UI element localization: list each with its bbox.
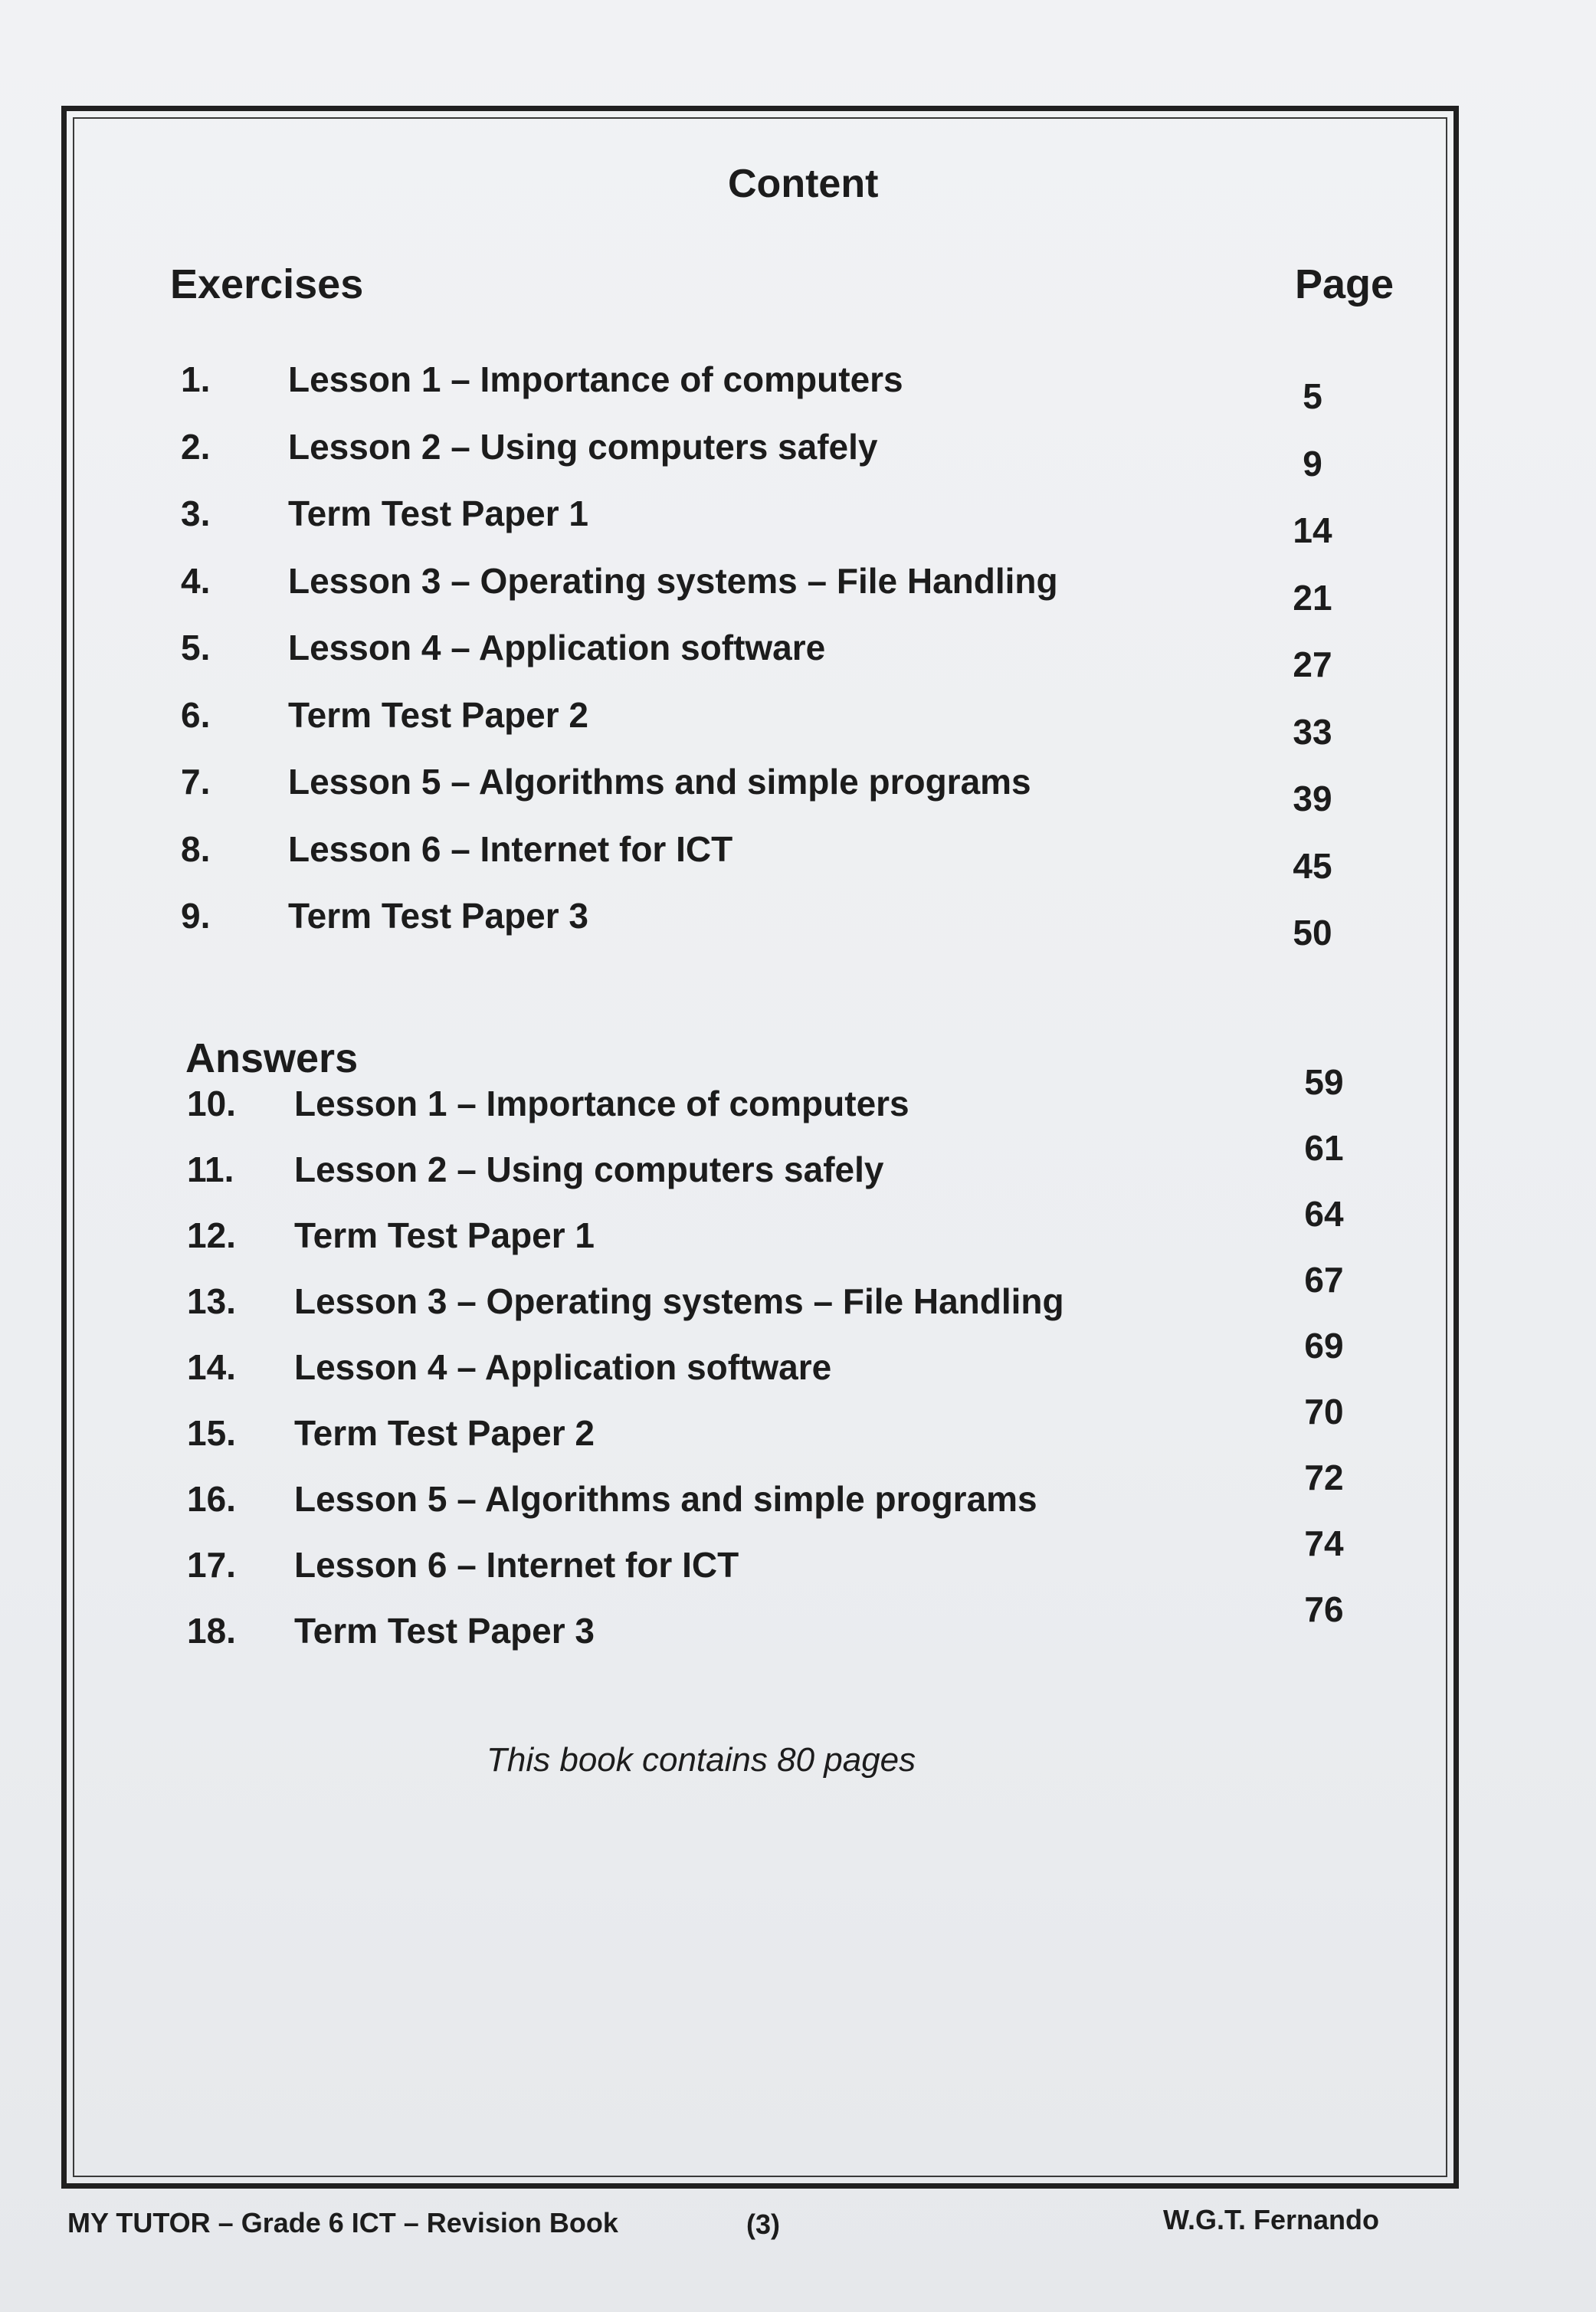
entry-number: 4. bbox=[181, 560, 211, 601]
entry-title: Lesson 5 – Algorithms and simple programs bbox=[294, 1479, 1037, 1519]
exercises-entry bbox=[0, 828, 1596, 886]
entry-number: 10. bbox=[187, 1084, 236, 1123]
entry-page-number: 74 bbox=[1304, 1523, 1344, 1563]
exercises-entry bbox=[0, 627, 1596, 684]
entry-title: Term Test Paper 1 bbox=[288, 494, 589, 533]
entry-number: 16. bbox=[187, 1479, 236, 1519]
entry-page-number: 64 bbox=[1304, 1194, 1344, 1234]
exercises-entry bbox=[0, 359, 1596, 416]
entry-page-number: 69 bbox=[1304, 1326, 1344, 1366]
entry-title: Term Test Paper 1 bbox=[294, 1215, 595, 1255]
entry-page-number: 14 bbox=[1293, 510, 1332, 550]
exercises-entry bbox=[0, 426, 1596, 484]
answers-entry bbox=[0, 1260, 1596, 1327]
entry-number: 12. bbox=[187, 1215, 236, 1255]
entry-title: Lesson 3 – Operating systems – File Handling bbox=[294, 1281, 1064, 1321]
entry-page-number: 50 bbox=[1293, 913, 1332, 953]
exercises-heading: Exercises bbox=[170, 261, 364, 307]
answers-entry bbox=[0, 1523, 1596, 1590]
footer-page-number: (3) bbox=[746, 2209, 780, 2240]
exercises-entry bbox=[0, 560, 1596, 618]
answers-entry bbox=[0, 1458, 1596, 1524]
entry-number: 7. bbox=[181, 762, 211, 802]
entry-title: Lesson 5 – Algorithms and simple programs bbox=[288, 762, 1031, 802]
entry-page-number: 72 bbox=[1304, 1458, 1344, 1497]
entry-number: 17. bbox=[187, 1545, 236, 1585]
entry-title: Lesson 4 – Application software bbox=[288, 628, 826, 667]
entry-title: Lesson 6 – Internet for ICT bbox=[288, 828, 733, 869]
exercises-entry bbox=[0, 895, 1596, 953]
answers-entry bbox=[0, 1194, 1596, 1261]
entry-number: 2. bbox=[181, 426, 211, 467]
entry-number: 5. bbox=[181, 628, 211, 667]
page-count-note: This book contains 80 pages bbox=[487, 1741, 916, 1779]
page-title: Content bbox=[728, 162, 879, 206]
entry-title: Term Test Paper 2 bbox=[294, 1413, 595, 1453]
content-border bbox=[61, 106, 1459, 2189]
entry-title: Term Test Paper 2 bbox=[288, 694, 589, 735]
entry-title: Lesson 2 – Using computers safely bbox=[294, 1149, 884, 1189]
entry-page-number: 61 bbox=[1304, 1128, 1344, 1168]
entry-title: Lesson 1 – Importance of computers bbox=[294, 1084, 909, 1123]
entry-number: 14. bbox=[187, 1347, 236, 1387]
entry-page-number: 9 bbox=[1303, 443, 1322, 484]
entry-title: Lesson 6 – Internet for ICT bbox=[294, 1545, 739, 1585]
page-column-heading: Page bbox=[1295, 261, 1394, 307]
entry-title: Lesson 3 – Operating systems – File Handling bbox=[288, 560, 1058, 601]
answers-entry bbox=[0, 1326, 1596, 1392]
entry-number: 3. bbox=[181, 494, 211, 533]
entry-title: Term Test Paper 3 bbox=[294, 1611, 595, 1651]
entry-number: 13. bbox=[187, 1281, 236, 1321]
entry-number: 15. bbox=[187, 1413, 236, 1453]
entry-title: Lesson 4 – Application software bbox=[294, 1347, 832, 1387]
answers-entry bbox=[0, 1062, 1596, 1129]
entry-number: 11. bbox=[187, 1149, 234, 1189]
entry-title: Lesson 2 – Using computers safely bbox=[288, 426, 878, 467]
exercises-entry bbox=[0, 761, 1596, 818]
entry-number: 6. bbox=[181, 694, 211, 735]
footer-author: W.G.T. Fernando bbox=[1163, 2204, 1380, 2235]
entry-title: Term Test Paper 3 bbox=[288, 896, 589, 936]
answers-entry bbox=[0, 1128, 1596, 1195]
entry-title: Lesson 1 – Importance of computers bbox=[288, 359, 903, 399]
answers-heading: Answers bbox=[185, 1035, 359, 1081]
entry-number: 18. bbox=[187, 1611, 236, 1651]
entry-page-number: 67 bbox=[1304, 1260, 1344, 1300]
entry-page-number: 39 bbox=[1293, 779, 1332, 818]
exercises-entry bbox=[0, 493, 1596, 550]
entry-page-number: 33 bbox=[1293, 711, 1332, 752]
footer-book-title: MY TUTOR – Grade 6 ICT – Revision Book bbox=[67, 2207, 618, 2238]
entry-number: 9. bbox=[181, 896, 211, 936]
entry-page-number: 5 bbox=[1303, 376, 1322, 416]
entry-number: 8. bbox=[181, 828, 211, 869]
entry-page-number: 27 bbox=[1293, 644, 1332, 684]
answers-entry bbox=[0, 1589, 1596, 1656]
entry-page-number: 76 bbox=[1304, 1589, 1344, 1629]
entry-page-number: 70 bbox=[1304, 1392, 1344, 1431]
entry-page-number: 21 bbox=[1293, 577, 1332, 618]
entry-page-number: 59 bbox=[1304, 1062, 1344, 1102]
entry-page-number: 45 bbox=[1293, 845, 1332, 886]
answers-entry bbox=[0, 1392, 1596, 1458]
entry-number: 1. bbox=[181, 359, 211, 399]
exercises-entry bbox=[0, 694, 1596, 752]
